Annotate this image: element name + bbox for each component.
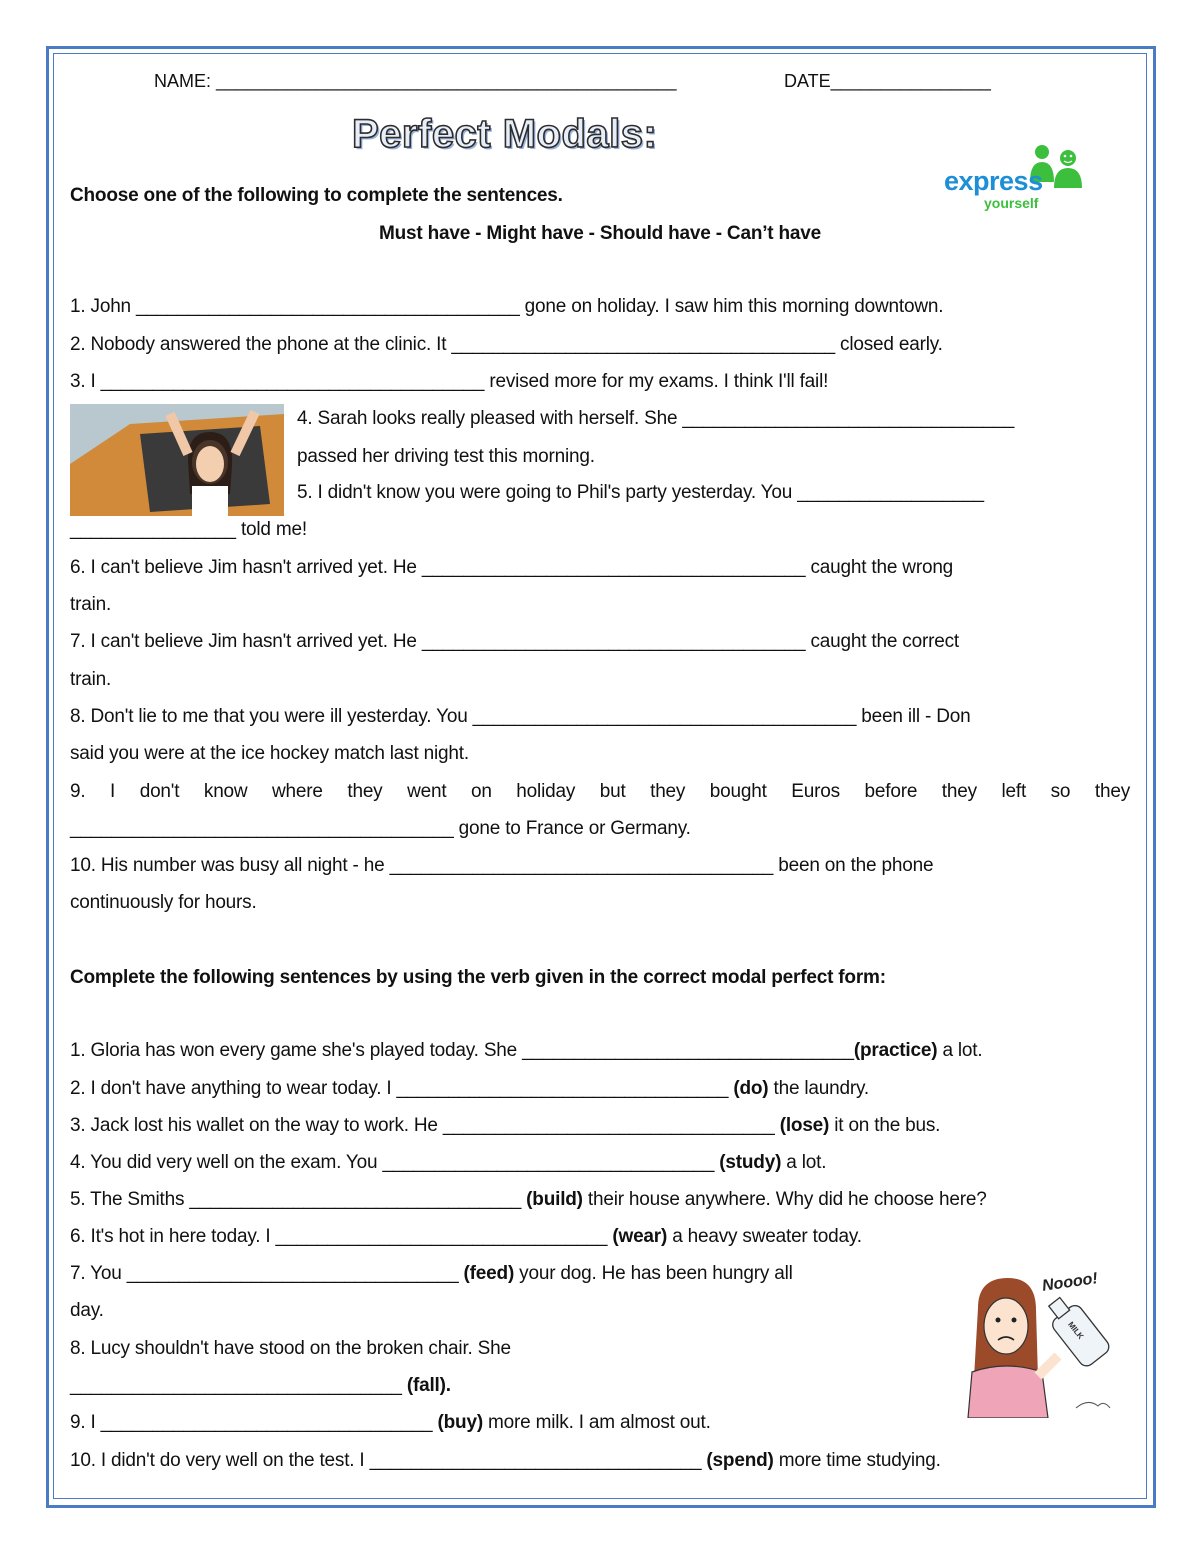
s1-line-9b: _____________________________________ gone to France or Germany. <box>70 818 691 839</box>
woman-in-car-photo <box>70 404 284 516</box>
s1-line-5: 5. I didn't know you were going to Phil's party yesterday. You __________________ <box>297 482 984 503</box>
logo-word-express: express <box>944 166 1043 196</box>
s1-line-10b: continuously for hours. <box>70 892 257 913</box>
s2-item-verb: (build) <box>526 1189 583 1210</box>
s2-item-text: 7. You ________________________________ <box>70 1263 464 1284</box>
s2-item-verb: (do) <box>733 1078 769 1099</box>
s2-item-verb: (fall). <box>406 1375 451 1396</box>
section1-instruction: Choose one of the following to complete the sentences. <box>70 185 563 206</box>
s2-item-8 <box>70 1338 511 1360</box>
s2-item-10 <box>70 1450 941 1472</box>
s2-item-tail: more milk. I am almost out. <box>482 1412 711 1433</box>
s2-item-tail: it on the bus. <box>829 1115 941 1136</box>
s1-line-6b: train. <box>70 594 112 615</box>
s2-item-text: 6. It's hot in here today. I ________________________________ <box>70 1226 613 1247</box>
express-yourself-logo <box>944 142 1094 214</box>
s2-item-text: 1. Gloria has won every game she's played today. She ________________________________ <box>70 1040 854 1061</box>
s2-item-text: 4. You did very well on the exam. You ________________________________ <box>70 1152 720 1173</box>
s1-line-7b: train. <box>70 669 112 690</box>
s2-item-1 <box>70 1040 982 1062</box>
s2-item-text: 8. Lucy shouldn't have stood on the broken chair. She <box>70 1338 511 1359</box>
s2-item-verb: (feed) <box>463 1263 515 1284</box>
s2-item-verb: (practice) <box>853 1040 938 1061</box>
s1-line-1: 1. John _____________________________________ gone on holiday. I saw him this morning downtown. <box>70 296 944 317</box>
s1-line-8b: said you were at the ice hockey match last night. <box>70 743 469 764</box>
s2-item-text: 3. Jack lost his wallet on the way to work. He ________________________________ <box>70 1115 780 1136</box>
s2-item-text: 2. I don't have anything to wear today. I ________________________________ <box>70 1078 734 1099</box>
s2-item-text: ________________________________ <box>70 1375 407 1396</box>
s1-line-4: 4. Sarah looks really pleased with herself. She ________________________________ <box>297 408 1015 429</box>
s2-item-verb: (spend) <box>706 1450 774 1471</box>
s1-line-5b: ________________ told me! <box>70 519 307 540</box>
s2-item-verb: (lose) <box>779 1115 830 1136</box>
s1-line-8: 8. Don't lie to me that you were ill yesterday. You _____________________________________ been ill - Don <box>70 706 971 727</box>
date-field-label: DATE________________ <box>784 71 991 91</box>
s2-item-tail: more time studying. <box>773 1450 941 1471</box>
s2-item-verb: (buy) <box>437 1412 483 1433</box>
s2-item-tail: your dog. He has been hungry all <box>514 1263 793 1284</box>
s2-item-6 <box>70 1226 862 1248</box>
name-field-label: NAME: ______________________________________________ <box>154 71 677 91</box>
s2-item-text: 5. The Smiths ________________________________ <box>70 1189 527 1210</box>
s2-item-3 <box>70 1115 940 1137</box>
s2-item-8b <box>70 1375 451 1397</box>
s1-line-10: 10. His number was busy all night - he _____________________________________ been on the phone <box>70 855 934 876</box>
s2-item-tail: a lot. <box>781 1152 827 1173</box>
s2-item-5 <box>70 1189 987 1211</box>
s1-line-6: 6. I can't believe Jim hasn't arrived yet. He _____________________________________ caught the wrong <box>70 557 954 578</box>
logo-word-yourself: yourself <box>984 195 1039 211</box>
s2-item-9 <box>70 1412 711 1434</box>
s2-item-tail: a lot. <box>937 1040 983 1061</box>
s2-item-7b <box>70 1300 104 1322</box>
s2-item-text: 10. I didn't do very well on the test. I ________________________________ <box>70 1450 707 1471</box>
s2-item-text: 9. I ________________________________ <box>70 1412 438 1433</box>
milk-bottle-label: MILK <box>1066 1320 1086 1341</box>
s2-item-verb: (study) <box>719 1152 782 1173</box>
s1-line-9: 9. I don't know where they went on holiday but they bought Euros before they left so they <box>70 781 1130 802</box>
s2-item-text: day. <box>70 1300 104 1321</box>
milk-bottle-cartoon <box>958 1268 1118 1418</box>
s1-line-4b: passed her driving test this morning. <box>297 446 595 467</box>
s1-line-7: 7. I can't believe Jim hasn't arrived yet. He _____________________________________ caught the correct <box>70 631 959 652</box>
s2-item-tail: the laundry. <box>768 1078 869 1099</box>
section1-options: Must have - Might have - Should have - Can’t have <box>378 223 822 244</box>
s1-line-3: 3. I _____________________________________ revised more for my exams. I think I'll fail! <box>70 371 829 392</box>
worksheet-title: Perfect Modals: <box>352 112 658 156</box>
s2-item-2 <box>70 1078 869 1100</box>
s2-item-tail: a heavy sweater today. <box>667 1226 862 1247</box>
s2-item-7 <box>70 1263 793 1285</box>
s2-item-4 <box>70 1152 826 1174</box>
s2-item-verb: (wear) <box>612 1226 668 1247</box>
cartoon-speech: Noooo! <box>1041 1270 1099 1295</box>
section2-instruction: Complete the following sentences by using the verb given in the correct modal perfect form: <box>70 967 886 988</box>
s2-item-tail: their house anywhere. Why did he choose here? <box>582 1189 987 1210</box>
s1-line-2: 2. Nobody answered the phone at the clinic. It _____________________________________ closed early. <box>70 334 943 355</box>
